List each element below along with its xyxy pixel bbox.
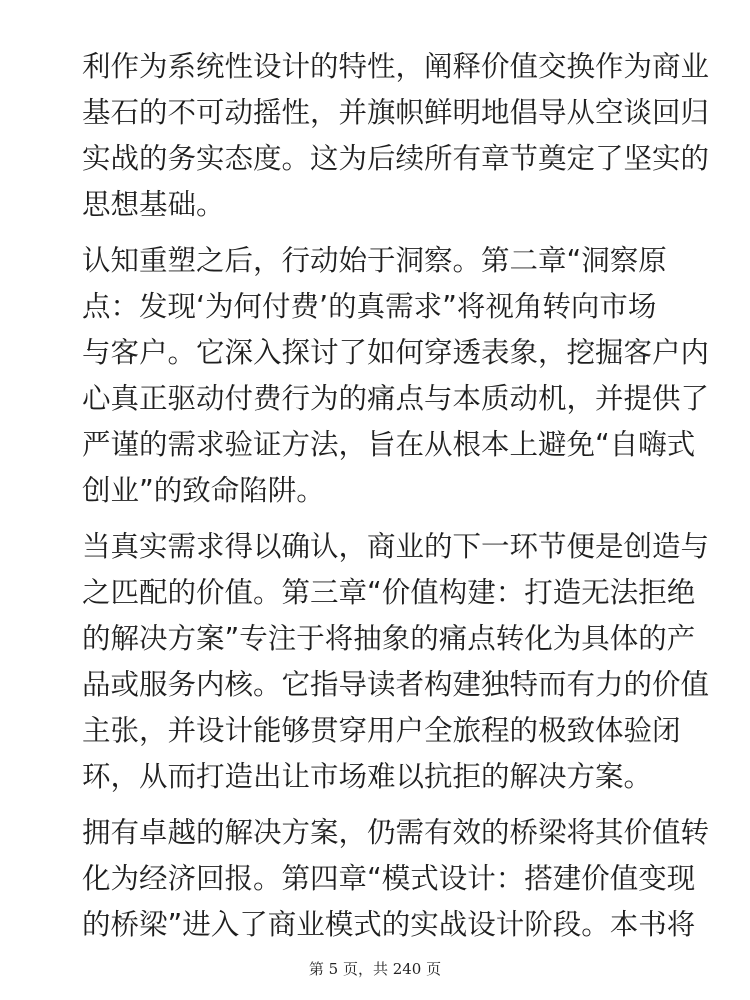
text-line: 之匹配的价值。第三章“价值构建：打造无法拒绝 (82, 576, 696, 609)
text-line: 创业”的致命陷阱。 (82, 474, 325, 507)
text-line: 严谨的需求验证方法，旨在从根本上避免“自嗨式 (82, 428, 696, 461)
text-line: 的桥梁”进入了商业模式的实战设计阶段。本书将 (82, 908, 696, 941)
text-line: 心真正驱动付费行为的痛点与本质动机，并提供了 (82, 382, 710, 415)
text-line: 拥有卓越的解决方案，仍需有效的桥梁将其价值转 (82, 816, 710, 849)
text-line: 的解决方案”专注于将抽象的痛点转化为具体的产 (82, 622, 696, 655)
text-line: 基石的不可动摇性，并旗帜鲜明地倡导从空谈回归 (82, 96, 710, 129)
text-line: 点：发现‘为何付费’的真需求”将视角转向市场 (82, 290, 657, 323)
text-line: 实战的务实态度。这为后续所有章节奠定了坚实的 (82, 142, 710, 175)
text-line: 利作为系统性设计的特性，阐释价值交换作为商业 (82, 50, 710, 83)
page-number: 第 5 页，共 240 页 (308, 960, 442, 978)
paragraph-4 (82, 810, 710, 948)
text-line: 主张，并设计能够贯穿用户全旅程的极致体验闭 (82, 714, 681, 747)
text-line: 化为经济回报。第四章“模式设计：搭建价值变现 (82, 862, 696, 895)
text-line: 环，从而打造出让市场难以抗拒的解决方案。 (82, 760, 653, 793)
text-line: 思想基础。 (82, 188, 225, 221)
paragraph-3 (82, 524, 710, 800)
text-line: 当真实需求得以确认，商业的下一环节便是创造与 (82, 530, 710, 563)
body-text (82, 44, 710, 958)
paragraph-1 (82, 44, 710, 228)
text-line: 与客户。它深入探讨了如何穿透表象，挖掘客户内 (82, 336, 710, 369)
paragraph-2 (82, 238, 710, 514)
text-line: 品或服务内核。它指导读者构建独特而有力的价值 (82, 668, 710, 701)
text-line: 认知重塑之后，行动始于洞察。第二章“洞察原 (82, 244, 667, 277)
